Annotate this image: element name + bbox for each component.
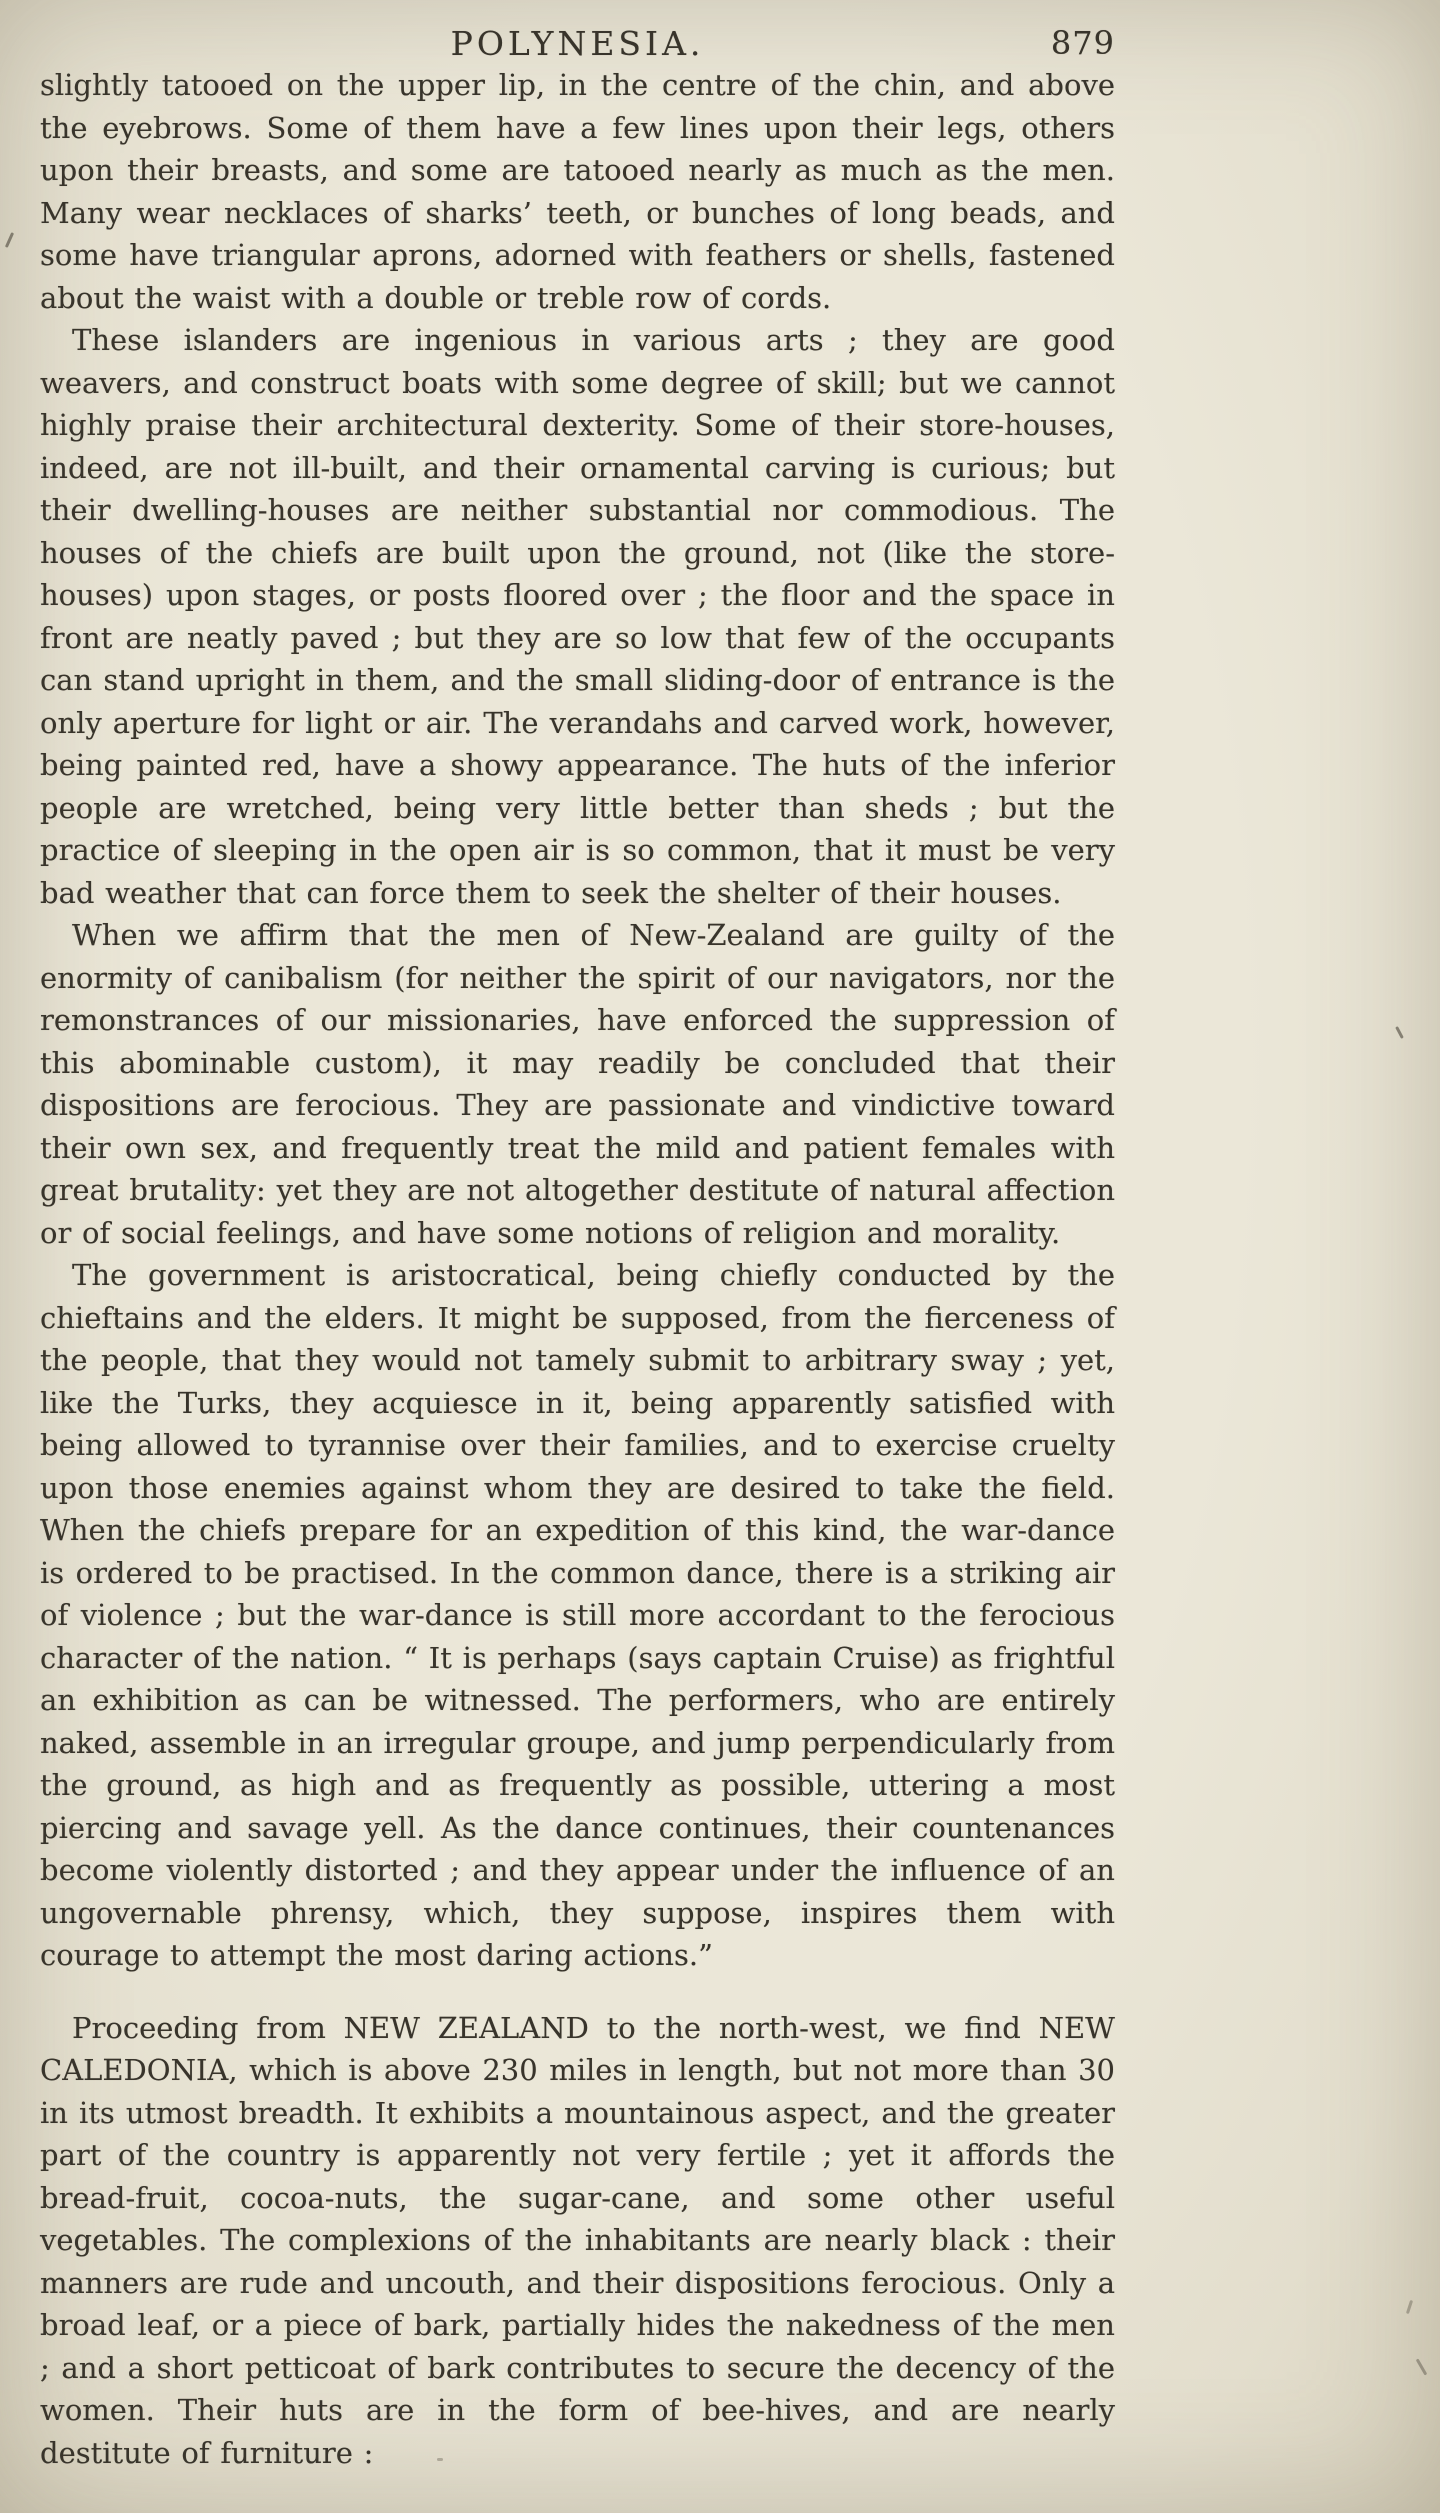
paragraph-dispositions: When we affirm that the men of New-Zealand are guilty of the enormity of canibalism (for neither the spirit of our navigators, nor the remonstrances of our missionaries, have enforced the suppression of this abominable custom), it may readily be concluded that their dispositions are ferocious. They are passionate and vindictive toward their own sex, and frequently treat the mild and patient females with great brutality: yet they are not altogether destitute of natural affection or of social feelings, and have some notions of religion and morality. xyxy=(40,918,1115,1250)
scan-artifact-mark xyxy=(1406,2300,1413,2314)
scan-artifact-mark xyxy=(437,2458,443,2461)
running-title: POLYNESIA. xyxy=(450,24,705,63)
paragraph-tattooing: slightly tatooed on the upper lip, in the centre of the chin, and above the eyebrows. Some of them have a few lines upon their legs, others upon their breasts, and some are tatooed nearly as much as the men. Many wear necklaces of sharks’ teeth, or bunches of long beads, and some have triangular aprons, adorned with feathers or shells, fastened about the waist with a double or treble row of cords. xyxy=(40,68,1115,315)
page-body xyxy=(40,64,1115,2474)
scan-artifact-mark xyxy=(5,232,14,248)
paragraph-arts-and-houses: These islanders are ingenious in various arts ; they are good weavers, and construct boats with some degree of skill; but we cannot highly praise their architectural dexterity. Some of their store-houses, indeed, are not ill-built, and their ornamental carving is curious; but their dwelling-houses are neither substantial nor commodious. The houses of the chiefs are built upon the ground, not (like the store-houses) upon stages, or posts floored over ; the floor and the space in front are neatly paved ; but they are so low that few of the occupants can stand upright in them, and the small sliding-door of entrance is the only aperture for light or air. The verandahs and carved work, however, being painted red, have a showy appearance. The huts of the inferior people are wretched, being very little better than sheds ; but the practice of sleeping in the open air is so common, that it must be very bad weather that can force them to seek the shelter of their houses. xyxy=(40,323,1115,910)
paragraph-government-war-dance: The government is aristocratical, being chiefly conducted by the chieftains and the elders. It might be supposed, from the fierceness of the people, that they would not tamely submit to arbitrary sway ; yet, like the Turks, they acquiesce in it, being apparently satisfied with being allowed to tyrannise over their families, and to exercise cruelty upon those enemies against whom they are desired to take the field. When the chiefs prepare for an expedition of this kind, the war-dance is ordered to be practised. In the common dance, there is a striking air of violence ; but the war-dance is still more accordant to the ferocious character of the nation. “ It is perhaps (says captain Cruise) as frightful an exhibition as can be witnessed. The performers, who are entirely naked, assemble in an irregular groupe, and jump perpendicularly from the ground, as high and as frequently as possible, uttering a most piercing and savage yell. As the dance continues, their countenances become violently distorted ; and they appear under the influence of an ungovernable phrensy, which, they suppose, inspires them with courage to attempt the most daring actions.” xyxy=(40,1258,1115,1972)
scan-artifact-mark xyxy=(1416,2358,1428,2375)
scan-artifact-mark xyxy=(1395,1026,1404,1039)
paragraph-new-caledonia: Proceeding from NEW ZEALAND to the north-west, we find NEW CALEDONIA, which is above 230 miles in length, but not more than 30 in its utmost breadth. It exhibits a mountainous aspect, and the greater part of the country is apparently not very fertile ; yet it affords the bread-fruit, cocoa-nuts, the sugar-cane, and some other useful vegetables. The complexions of the inhabitants are nearly black : their manners are rude and uncouth, and their dispositions ferocious. Only a broad leaf, or a piece of bark, partially hides the nakedness of the men ; and a short petticoat of bark contributes to secure the decency of the women. Their huts are in the form of bee-hives, and are nearly destitute of furniture : xyxy=(40,2010,1115,2470)
page-number: 879 xyxy=(1050,24,1115,62)
